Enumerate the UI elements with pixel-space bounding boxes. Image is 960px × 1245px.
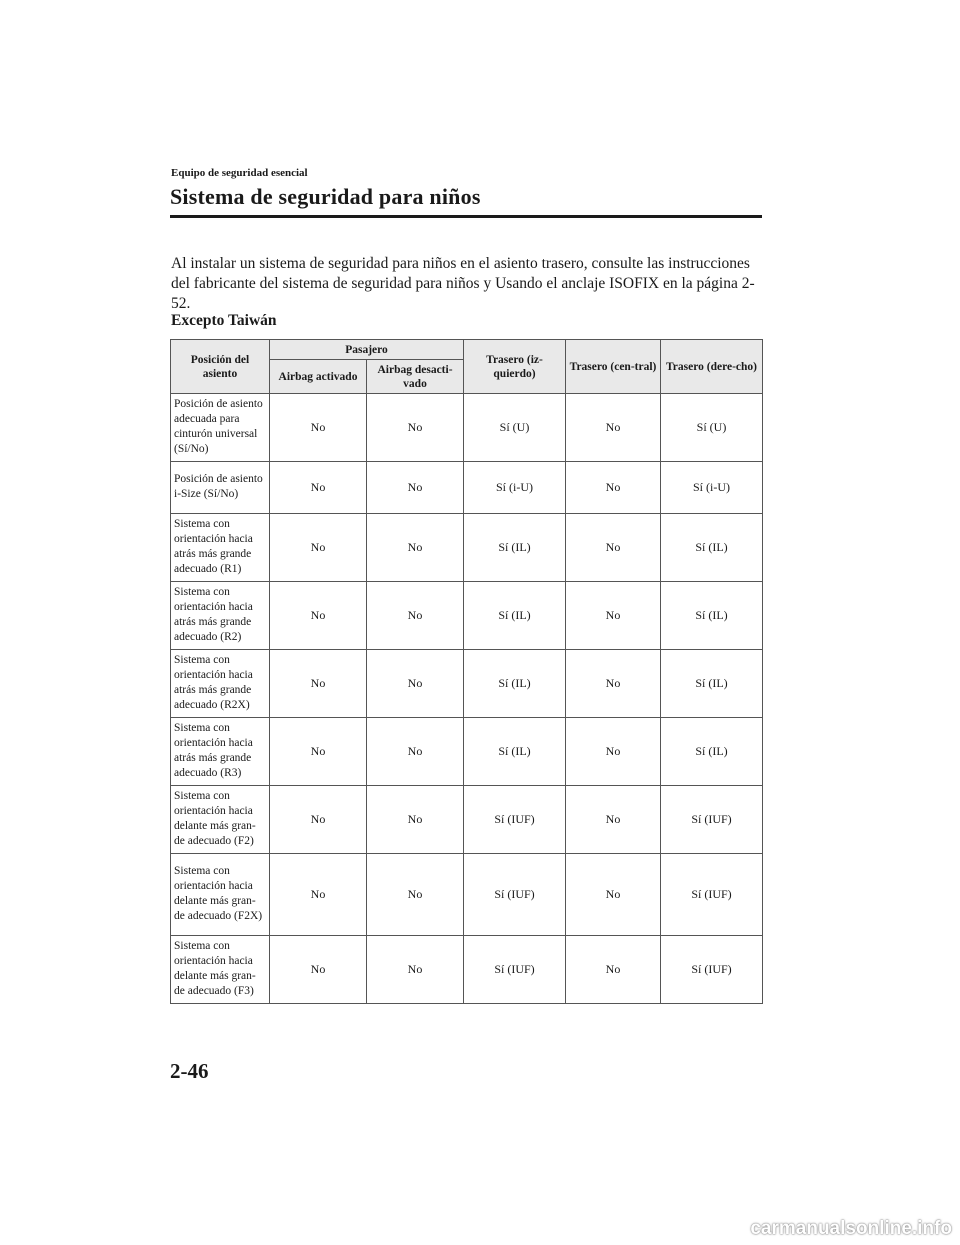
table-row <box>171 582 763 650</box>
table-cell: No <box>566 718 661 786</box>
table-cell: Sí (IL) <box>661 582 763 650</box>
row-label: Sistema con orientación hacia delante más gran-de adecuado (F3) <box>171 936 270 1004</box>
header-rear-left: Trasero (iz-quierdo) <box>464 340 566 394</box>
table-cell: Sí (IL) <box>464 514 566 582</box>
table-cell: No <box>367 462 464 514</box>
table-cell: Sí (i-U) <box>464 462 566 514</box>
table-cell: No <box>367 650 464 718</box>
table-cell: No <box>566 936 661 1004</box>
row-label: Sistema con orientación hacia atrás más grande adecuado (R1) <box>171 514 270 582</box>
table-cell: No <box>566 854 661 936</box>
header-airbag-on: Airbag activado <box>270 360 367 394</box>
table-cell: No <box>367 718 464 786</box>
table-cell: Sí (IL) <box>661 650 763 718</box>
row-label: Sistema con orientación hacia atrás más grande adecuado (R3) <box>171 718 270 786</box>
header-rear-center: Trasero (cen-tral) <box>566 340 661 394</box>
table-cell: No <box>566 650 661 718</box>
intro-paragraph: Al instalar un sistema de seguridad para niños en el asiento trasero, consulte las instrucciones del fabricante del sistema de seguridad para niños y Usando el anclaje ISOFIX en la página 2-52. <box>171 255 755 312</box>
table-cell: No <box>270 936 367 1004</box>
table-cell: Sí (U) <box>661 394 763 462</box>
table-cell: No <box>566 514 661 582</box>
row-label: Sistema con orientación hacia delante más gran-de adecuado (F2) <box>171 786 270 854</box>
row-label: Posición de asiento adecuada para cinturón universal (Sí/No) <box>171 394 270 462</box>
header-seat-position: Posición del asiento <box>171 340 270 394</box>
table-cell: Sí (IL) <box>464 718 566 786</box>
table-cell: No <box>367 394 464 462</box>
table-cell: No <box>270 718 367 786</box>
table-cell: No <box>270 394 367 462</box>
table-cell: No <box>566 462 661 514</box>
page-title: Sistema de seguridad para niños <box>170 184 481 209</box>
header-airbag-off: Airbag desacti-vado <box>367 360 464 394</box>
table-cell: Sí (IL) <box>464 582 566 650</box>
table-cell: No <box>270 514 367 582</box>
table-cell: Sí (IUF) <box>464 854 566 936</box>
table-row <box>171 462 763 514</box>
table-cell: No <box>566 582 661 650</box>
table-cell: No <box>270 854 367 936</box>
table-cell: Sí (U) <box>464 394 566 462</box>
table-cell: No <box>270 650 367 718</box>
table-cell: Sí (i-U) <box>661 462 763 514</box>
child-seat-compatibility-table <box>170 339 763 1004</box>
title-divider <box>170 215 762 218</box>
page-number: 2-46 <box>170 1059 209 1083</box>
table-cell: No <box>367 582 464 650</box>
header-passenger: Pasajero <box>270 340 464 360</box>
table-cell: No <box>270 462 367 514</box>
table-cell: No <box>270 582 367 650</box>
table-cell: No <box>367 786 464 854</box>
table-row <box>171 650 763 718</box>
table-cell: No <box>367 854 464 936</box>
table-cell: No <box>566 786 661 854</box>
table-row <box>171 854 763 936</box>
row-label: Sistema con orientación hacia delante más gran-de adecuado (F2X) <box>171 854 270 936</box>
table-cell: Sí (IL) <box>661 514 763 582</box>
region-label: Excepto Taiwán <box>171 312 277 329</box>
table-cell: Sí (IL) <box>464 650 566 718</box>
table-row <box>171 514 763 582</box>
table-cell: Sí (IUF) <box>661 936 763 1004</box>
section-label: Equipo de seguridad esencial <box>171 167 308 179</box>
header-rear-right: Trasero (dere-cho) <box>661 340 763 394</box>
table-row <box>171 394 763 462</box>
table-row <box>171 718 763 786</box>
table-cell: Sí (IUF) <box>661 786 763 854</box>
table-row <box>171 936 763 1004</box>
table-cell: No <box>566 394 661 462</box>
table-cell: Sí (IUF) <box>661 854 763 936</box>
table-cell: No <box>367 514 464 582</box>
table-cell: No <box>270 786 367 854</box>
row-label: Posición de asiento i-Size (Sí/No) <box>171 462 270 514</box>
row-label: Sistema con orientación hacia atrás más grande adecuado (R2) <box>171 582 270 650</box>
table-cell: Sí (IUF) <box>464 786 566 854</box>
table-cell: Sí (IL) <box>661 718 763 786</box>
row-label: Sistema con orientación hacia atrás más grande adecuado (R2X) <box>171 650 270 718</box>
table-cell: No <box>367 936 464 1004</box>
watermark: carmanualsonline.info <box>750 1218 952 1239</box>
table-row <box>171 786 763 854</box>
table-cell: Sí (IUF) <box>464 936 566 1004</box>
